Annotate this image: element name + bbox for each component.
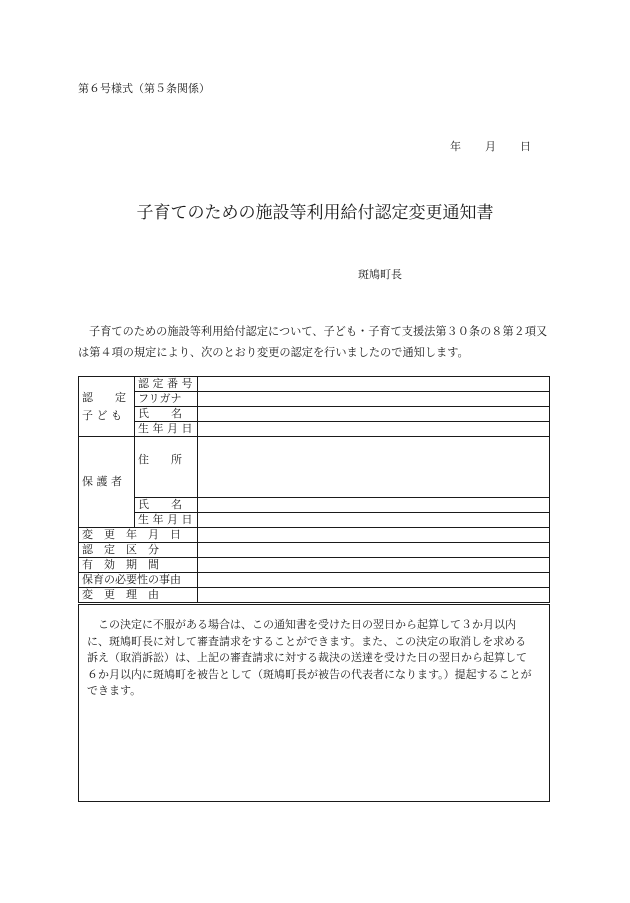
table-row	[79, 437, 550, 498]
table-row	[79, 498, 550, 513]
date-month-label: 月	[485, 140, 496, 153]
table-row	[79, 407, 550, 422]
child-group-line1: 認 定	[82, 390, 126, 404]
furigana-label: フリガナ	[135, 392, 198, 407]
cert-number-field[interactable]	[198, 377, 550, 392]
child-name-field[interactable]	[198, 407, 550, 422]
issue-date	[450, 138, 531, 154]
change-reason-label: 変 更 理 由	[79, 588, 198, 603]
cert-number-label: 認 定 番 号	[135, 377, 198, 392]
child-group-label	[79, 377, 135, 437]
valid-period-field[interactable]	[198, 558, 550, 573]
table-row	[79, 528, 550, 543]
table-row	[79, 573, 550, 588]
cert-category-label: 認 定 区 分	[79, 543, 198, 558]
child-birth-label: 生 年 月 日	[135, 422, 198, 437]
guardian-name-field[interactable]	[198, 498, 550, 513]
certification-table	[78, 376, 550, 603]
childcare-reason-field[interactable]	[198, 573, 550, 588]
guardian-birth-field[interactable]	[198, 513, 550, 528]
cert-category-field[interactable]	[198, 543, 550, 558]
valid-period-label: 有 効 期 間	[79, 558, 198, 573]
date-day-label: 日	[520, 140, 531, 153]
change-date-field[interactable]	[198, 528, 550, 543]
childcare-reason-label: 保育の必要性の事由	[79, 573, 198, 588]
address-label: 住 所	[135, 437, 198, 498]
issuer-name: 斑鳩町長	[358, 268, 402, 281]
form-number: 第６号様式（第５条関係）	[78, 82, 210, 95]
guardian-name-label: 氏 名	[135, 498, 198, 513]
change-reason-field[interactable]	[198, 588, 550, 603]
child-group-line2: 子 ど も	[82, 408, 122, 422]
table-row	[79, 543, 550, 558]
date-year-label: 年	[450, 140, 461, 153]
appeal-notice-box	[78, 604, 550, 802]
furigana-field[interactable]	[198, 392, 550, 407]
change-date-label: 変 更 年 月 日	[79, 528, 198, 543]
intro-paragraph: 子育てのための施設等利用給付認定について、子ども・子育て支援法第３０条の８第２項又は第４項の規定により、次のとおり変更の認定を行いましたので通知します。	[78, 325, 548, 359]
child-birth-field[interactable]	[198, 422, 550, 437]
table-row	[79, 558, 550, 573]
table-row	[79, 513, 550, 528]
appeal-notice-text: この決定に不服がある場合は、この通知書を受けた日の翌日から起算して３か月以内に、斑鳩町長に対して審査請求をすることができます。また、この決定の取消しを求める訴え（取消訴訟）は、上記の審査請求に対する裁決の送達を受けた日の翌日から起算して６か月以内に斑鳩町を被告として（斑鳩町長が被告の代表者になります。）提起することができます。	[87, 618, 532, 697]
guardian-birth-label: 生 年 月 日	[135, 513, 198, 528]
table-row	[79, 377, 550, 392]
document-title: 子育てのための施設等利用給付認定変更通知書	[136, 203, 494, 223]
guardian-group-label: 保 護 者	[79, 437, 135, 528]
table-row	[79, 392, 550, 407]
table-row	[79, 422, 550, 437]
table-row	[79, 588, 550, 603]
child-name-label: 氏 名	[135, 407, 198, 422]
address-field[interactable]	[198, 437, 550, 498]
